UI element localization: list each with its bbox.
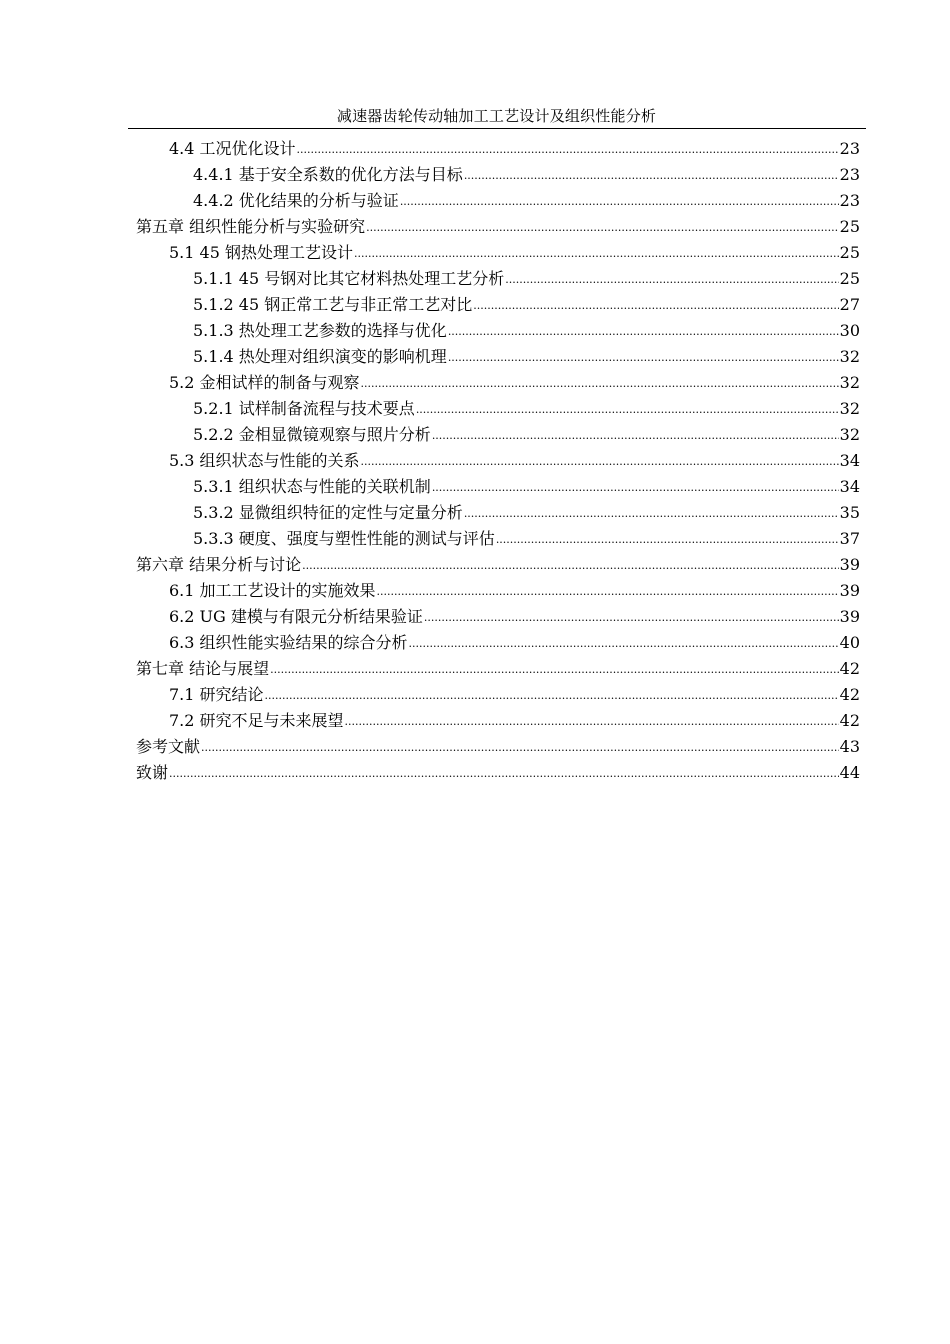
toc-dot-leader	[409, 629, 839, 657]
toc-chapter-entry[interactable]	[136, 656, 860, 682]
toc-entry[interactable]	[136, 708, 860, 734]
toc-entry-title: 第五章 组织性能分析与实验研究	[136, 217, 366, 236]
toc-chapter-entry[interactable]	[136, 760, 860, 786]
toc-entry[interactable]	[136, 370, 860, 396]
toc-entry-title: 第六章 结果分析与讨论	[136, 555, 302, 574]
toc-entry-page: 30	[839, 321, 860, 340]
toc-entry-title: 第七章 结论与展望	[136, 659, 270, 678]
toc-entry-title: 4.4.2 优化结果的分析与验证	[193, 191, 399, 210]
toc-dot-leader	[377, 577, 839, 605]
toc-dot-leader	[302, 551, 839, 579]
toc-dot-leader	[496, 525, 839, 553]
toc-entry-page: 42	[839, 659, 860, 678]
toc-entry-title: 7.2 研究不足与未来展望	[169, 711, 344, 730]
toc-dot-leader	[464, 499, 839, 527]
toc-entry-page: 32	[839, 425, 860, 444]
running-header: 减速器齿轮传动轴加工工艺设计及组织性能分析	[336, 107, 657, 125]
toc-entry-title: 6.2 UG 建模与有限元分析结果验证	[169, 607, 423, 626]
toc-entry-page: 42	[839, 685, 860, 704]
toc-chapter-entry[interactable]	[136, 214, 860, 240]
toc-entry[interactable]	[136, 500, 860, 526]
toc-dot-leader	[354, 239, 839, 267]
toc-entry[interactable]	[136, 240, 860, 266]
toc-entry-page: 37	[839, 529, 860, 548]
toc-entry[interactable]	[136, 188, 860, 214]
toc-entry[interactable]	[136, 474, 860, 500]
toc-entry-title: 5.3.2 显微组织特征的定性与定量分析	[193, 503, 463, 522]
toc-entry-page: 23	[839, 139, 860, 158]
toc-entry[interactable]	[136, 630, 860, 656]
toc-entry-title: 5.3.3 硬度、强度与塑性性能的测试与评估	[193, 529, 495, 548]
toc-dot-leader	[448, 317, 839, 345]
toc-dot-leader	[448, 343, 839, 371]
toc-entry-title: 参考文献	[136, 737, 201, 756]
toc-dot-leader	[366, 213, 839, 241]
toc-entry-page: 44	[839, 763, 860, 782]
toc-entry-title: 7.1 研究结论	[169, 685, 264, 704]
toc-entry[interactable]	[136, 578, 860, 604]
toc-entry-title: 5.2.1 试样制备流程与技术要点	[193, 399, 415, 418]
toc-dot-leader	[265, 681, 839, 709]
toc-chapter-entry[interactable]	[136, 552, 860, 578]
toc-entry-page: 32	[839, 373, 860, 392]
toc-entry-page: 39	[839, 555, 860, 574]
toc-entry[interactable]	[136, 604, 860, 630]
toc-entry-title: 5.3.1 组织状态与性能的关联机制	[193, 477, 431, 496]
table-of-contents	[136, 136, 860, 786]
toc-dot-leader	[270, 655, 839, 683]
toc-entry[interactable]	[136, 318, 860, 344]
toc-entry-page: 23	[839, 191, 860, 210]
toc-entry-page: 42	[839, 711, 860, 730]
toc-entry-page: 39	[839, 607, 860, 626]
toc-entry-page: 23	[839, 165, 860, 184]
toc-entry-title: 4.4 工况优化设计	[169, 139, 296, 158]
toc-entry-page: 34	[839, 477, 860, 496]
toc-dot-leader	[361, 369, 839, 397]
toc-entry-title: 5.1 45 钢热处理工艺设计	[169, 243, 353, 262]
toc-entry-page: 32	[839, 347, 860, 366]
toc-entry-title: 5.1.3 热处理工艺参数的选择与优化	[193, 321, 447, 340]
toc-dot-leader	[416, 395, 839, 423]
toc-entry-title: 6.3 组织性能实验结果的综合分析	[169, 633, 408, 652]
toc-entry-title: 5.1.4 热处理对组织演变的影响机理	[193, 347, 447, 366]
toc-entry-page: 25	[839, 217, 860, 236]
toc-entry[interactable]	[136, 344, 860, 370]
toc-dot-leader	[473, 291, 838, 319]
toc-entry[interactable]	[136, 162, 860, 188]
toc-dot-leader	[169, 759, 839, 787]
toc-dot-leader	[432, 473, 839, 501]
toc-entry[interactable]	[136, 682, 860, 708]
toc-entry-title: 6.1 加工工艺设计的实施效果	[169, 581, 376, 600]
toc-entry-page: 43	[839, 737, 860, 756]
toc-entry-title: 5.1.1 45 号钢对比其它材料热处理工艺分析	[193, 269, 505, 288]
toc-entry-page: 40	[839, 633, 860, 652]
toc-entry[interactable]	[136, 526, 860, 552]
toc-entry-title: 5.3 组织状态与性能的关系	[169, 451, 360, 470]
header-rule	[128, 128, 866, 129]
toc-entry-title: 致谢	[136, 763, 169, 782]
toc-entry-page: 39	[839, 581, 860, 600]
toc-chapter-entry[interactable]	[136, 734, 860, 760]
toc-entry[interactable]	[136, 292, 860, 318]
toc-entry-title: 4.4.1 基于安全系数的优化方法与目标	[193, 165, 463, 184]
toc-dot-leader	[345, 707, 839, 735]
toc-entry-page: 25	[839, 243, 860, 262]
toc-entry-page: 34	[839, 451, 860, 470]
toc-dot-leader	[201, 733, 839, 761]
toc-entry[interactable]	[136, 448, 860, 474]
toc-entry[interactable]	[136, 422, 860, 448]
toc-dot-leader	[361, 447, 839, 475]
toc-entry-title: 5.2.2 金相显微镜观察与照片分析	[193, 425, 431, 444]
toc-entry[interactable]	[136, 266, 860, 292]
toc-entry-page: 25	[839, 269, 860, 288]
toc-entry-page: 32	[839, 399, 860, 418]
toc-entry-page: 27	[839, 295, 860, 314]
toc-dot-leader	[505, 265, 838, 293]
toc-entry[interactable]	[136, 396, 860, 422]
toc-dot-leader	[424, 603, 839, 631]
toc-entry-title: 5.2 金相试样的制备与观察	[169, 373, 360, 392]
toc-entry-page: 35	[839, 503, 860, 522]
toc-dot-leader	[464, 161, 839, 189]
toc-entry[interactable]	[136, 136, 860, 162]
toc-entry-title: 5.1.2 45 钢正常工艺与非正常工艺对比	[193, 295, 473, 314]
toc-dot-leader	[432, 421, 839, 449]
toc-dot-leader	[297, 135, 839, 163]
toc-dot-leader	[400, 187, 839, 215]
